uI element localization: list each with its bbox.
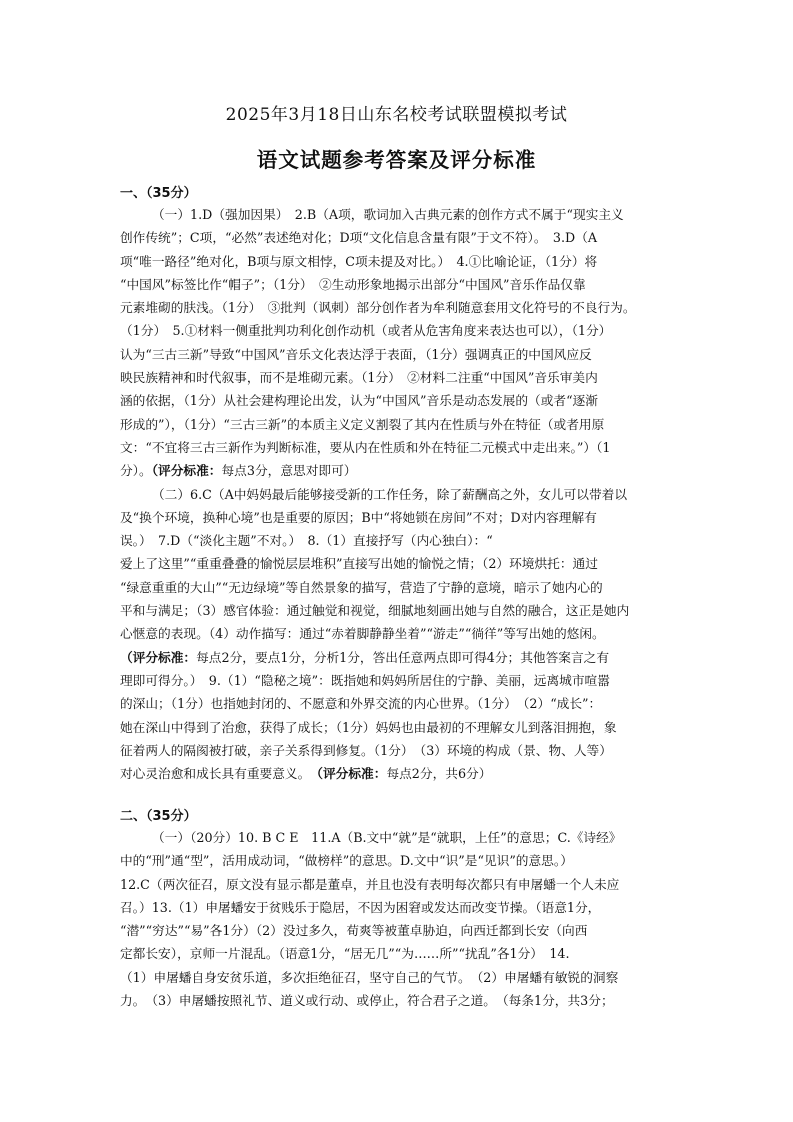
scoring-label: （评分标准：: [120, 649, 197, 665]
scoring-label: （评分标准：: [316, 766, 387, 782]
text-line: 项“唯一路径”绝对化，B项与原文相悖，C项未提及对比。） 4.①比喻论证，（1分）将: [120, 253, 598, 269]
text-line: 定都长安），京师一片混乱。（语意1分，“居无几”“为……所”“扰乱”各1分） 14.: [120, 946, 570, 962]
text-line: [120, 646, 692, 669]
text-line: 创作传统”；C项，“必然”表述绝对化；D项“文化信息含量有限”于文不符）。 3.D（A: [120, 230, 598, 246]
text-line: 12.C（两次征召，原文没有显示都是董卓，并且也没有表明每次都只有申屠蟠一个人未应: [120, 876, 620, 892]
text-fragment: 对心灵治愈和成长具有重要意义。: [120, 766, 317, 782]
text-line: （二）6.C（A中妈妈最后能够接受新的工作任务，除了薪酬高之外，女儿可以带着以: [152, 486, 628, 502]
text-line: “中国风”标签比作“帽子”；（1分） ②生动形象地揭示出部分“中国风”音乐作品仅靠: [120, 276, 586, 292]
text-line: “潜”“穷达”“易”各1分）（2）没过多久，荀爽等被董卓胁迫，向西迁都到长安（向西: [120, 923, 588, 939]
text-line: 及“换个环境，换种心境”也是重要的原因；B中“将她锁在房间”不对；D对内容理解有: [120, 509, 597, 525]
section-2-body: [120, 826, 692, 1012]
text-line: 文：“不宜将三古三新作为判断标准，要从内在性质和外在特征二元模式中走出来。”）（1: [120, 439, 611, 455]
scoring-text: 每点2分，要点1分，分析1分，答出任意两点即可得4分；其他答案言之有: [196, 649, 610, 665]
text-line: 元素堆砌的肤浅。（1分） ③批判（讽刺）部分创作者为牟利随意套用文化符号的不良行为。: [120, 300, 636, 316]
text-line: 形成的”），（1分）“三古三新”的本质主义定义割裂了其内在性质与外在特征（或者用原: [120, 416, 605, 432]
scoring-text: 每点3分，意思对即可）: [221, 463, 357, 479]
section-2-heading: 二、（35分）: [120, 809, 197, 824]
text-line: （1分） 5.①材料一侧重批判功利化创作动机（或者从危害角度来表达也可以），（1分）: [120, 323, 612, 339]
text-line: 涵的依据，（1分）从社会建构理论出发，认为“中国风”音乐是动态发展的（或者“逐渐: [120, 393, 598, 409]
text-line: 认为“三古三新”导致“中国风”音乐文化表达浮于表面，（1分）强调真正的中国风应反: [120, 346, 592, 362]
text-line: 误。） 7.D（“淡化主题”不对。） 8.（1）直接抒写（内心独白）：“: [120, 533, 493, 549]
text-line: 力。 （3）申屠蟠按照礼节、道义或行动、或停止，符合君子之道。 （每条1分，共3分；: [120, 993, 614, 1009]
text-line: 平和与满足；（3）感官体验：通过触觉和视觉，细腻地刻画出她与自然的融合，这正是她内: [120, 603, 630, 619]
text-line: （一）1.D（强加因果） 2.B（A项，歌词加入古典元素的创作方式不属于“现实主义: [152, 207, 624, 222]
text-line: [120, 762, 692, 785]
text-line: 心惬意的表现。（4）动作描写：通过“赤着脚静静坐着”“游走”“徜徉”等写出她的悠闲。: [120, 626, 605, 642]
text-line: （1）申屠蟠自身安贫乐道，多次拒绝征召，坚守自己的气节。 （2）申屠蟠有敏锐的洞察: [120, 969, 619, 985]
text-line: 爱上了这里”“重重叠叠的愉悦层层堆积”直接写出她的愉悦之情；（2）环境烘托：通过: [120, 556, 598, 572]
text-line: [120, 459, 692, 482]
text-fragment: 分）。: [120, 463, 152, 479]
document-title: 语文试题参考答案及评分标准: [256, 148, 537, 172]
text-line: 她在深山中得到了治愈，获得了成长；（1分）妈妈也由最初的不理解女儿到落泪拥抱，象: [120, 719, 617, 735]
text-line: 中的“刑”通“型”，活用成动词，“做榜样”的意思。D.文中“识”是“见识”的意思。）: [120, 853, 573, 869]
exam-title: 2025年3月18日山东名校考试联盟模拟考试: [225, 105, 568, 125]
text-line: 征着两人的隔阂被打破，亲子关系得到修复。（1分） （3）环境的构成（景、物、人等）: [120, 742, 612, 758]
text-line: 召。）13.（1）申屠蟠安于贫贱乐于隐居，不因为困窘或发达而改变节操。（语意1分，: [120, 899, 601, 915]
text-line: （一）（20分）10. B C E 11.A（B.文中“就”是“就职，上任”的意思；C.《诗经》: [152, 830, 622, 845]
section-1-heading: 一、（35分）: [120, 186, 197, 201]
scoring-label: （评分标准：: [151, 463, 222, 479]
text-line: 理即可得分。） 9.（1）“隐秘之境”：既指她和妈妈所居住的宁静、美丽，远离城市喧嚣: [120, 672, 610, 688]
text-line: 映民族精神和时代叙事，而不是堆砌元素。（1分） ②材料二注重“中国风”音乐审美内: [120, 370, 598, 386]
scoring-text: 每点2分，共6分）: [386, 766, 492, 782]
text-line: “绿意重重的大山”“无边绿境”等自然景象的描写，营造了宁静的意境，暗示了她内心的: [120, 579, 603, 595]
text-line: 的深山；（1分）也指她封闭的、不愿意和外界交流的内心世界。（1分） （2）“成长”：: [120, 696, 602, 712]
section-1-body: [120, 203, 692, 785]
